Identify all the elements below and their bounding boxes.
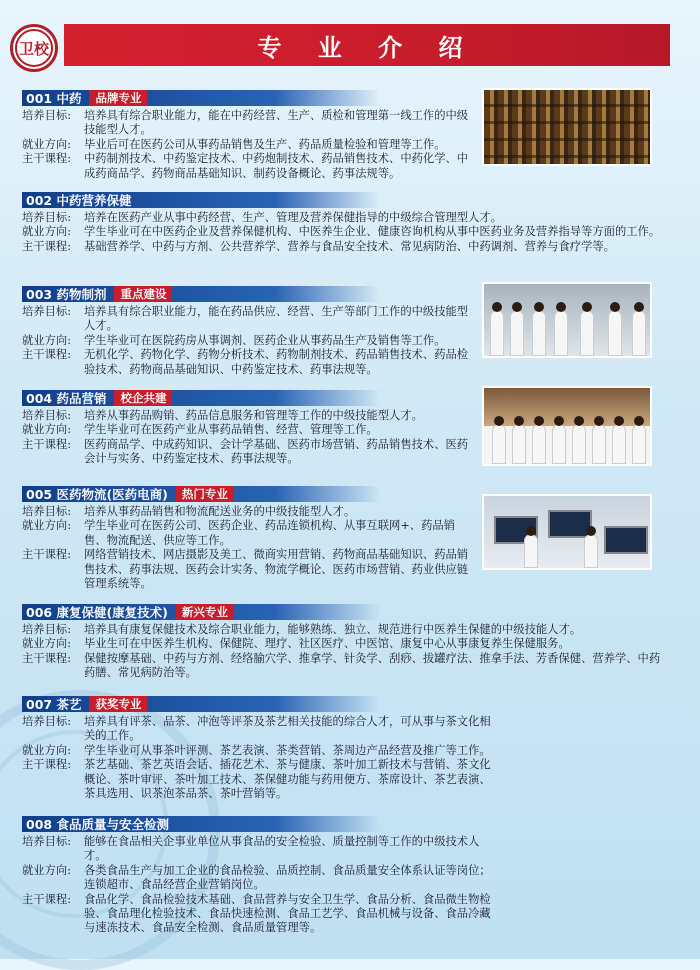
- row-career: 就业方向: 学生毕业可在医药公司、医药企业、药品连锁机构、从事互联网+、药品销售、物流配送、供应等工作。: [22, 519, 455, 547]
- lab-students-photo: [482, 282, 652, 358]
- computer-lab-photo: [482, 494, 652, 570]
- section-title: 002 中药营养保健: [26, 193, 132, 208]
- row-career: 就业方向: 学生毕业可在医院药房从事调剂、医药企业从事药品生产及销售等工作。: [22, 333, 446, 347]
- row-career: 就业方向: 毕业后可在医药公司从事药品销售及生产、药品质量检验和管理等工作。: [22, 137, 446, 151]
- section-title: 001 中药: [26, 91, 82, 106]
- row-goal: 培养目标: 培养具有综合职业能力，能在中药经营、生产、质检和管理第一线工作的中级技能型人才。: [22, 109, 469, 137]
- section-tag: 重点建设: [114, 286, 172, 302]
- section-title: 006 康复保健(康复技术): [26, 605, 168, 620]
- section-header: [22, 486, 482, 502]
- school-logo-icon: [10, 24, 58, 72]
- section-title: 003 药物制剂: [26, 287, 107, 302]
- row-goal: 培养目标: 培养在医药产业从事中药经营、生产、管理及营养保健指导的中级综合管理型人才。: [22, 211, 502, 224]
- page-title: 专 业 介 绍: [257, 33, 477, 62]
- row-goal: 培养目标: 培养具有综合职业能力，能在药品供应、经营、生产等部门工作的中级技能型人才。: [22, 305, 469, 333]
- section-header: [22, 390, 482, 406]
- row-career: 就业方向: 学生毕业可在医药产业从事药品销售、经营、管理等工作。: [22, 423, 378, 437]
- row-courses: 主干课程: 食品化学、食品检验技术基础、食品营养与安全卫生学、食品分析、食品微生物检验、食品理化检验技术、食品快速检测、食品工艺学、食品机械与设备、食品冷藏与速冻技术、食品安全检测、食品质量管理等。: [22, 892, 491, 935]
- section-header: [22, 604, 482, 620]
- pharmacy-staff-photo: [482, 386, 652, 466]
- section-title: 005 医药物流(医药电商): [26, 487, 168, 502]
- section-title: 008 食品质量与安全检测: [26, 817, 169, 832]
- row-career: 就业方向: 学生毕业可在中医药企业及营养保健机构、中医养生企业、健康咨询机构从事中医药业务及营养指导等方面的工作。: [22, 225, 661, 239]
- section-header: [22, 696, 482, 712]
- major-007: [22, 696, 687, 801]
- section-header: [22, 816, 482, 832]
- major-002: [22, 192, 687, 254]
- section-title: 007 茶艺: [26, 697, 82, 712]
- section-tag: 获奖专业: [89, 696, 147, 712]
- row-courses: 主干课程: 无机化学、药物化学、药物分析技术、药物制剂技术、药品销售技术、药品检验技术、药物商品基础知识、中药鉴定技术、药事法规等。: [22, 348, 469, 376]
- section-tag: 品牌专业: [89, 90, 147, 106]
- row-goal: 培养目标: 培养具有康复保健技术及综合职业能力，能够熟练、独立、规范进行中医养生保健的中级技能人才。: [22, 623, 582, 636]
- row-courses: 主干课程: 中药制剂技术、中药鉴定技术、中药炮制技术、药品销售技术、中药化学、中成药商品学、药物商品基础知识、制药设备概论、药事法规等。: [22, 152, 469, 180]
- row-career: 就业方向: 毕业生可在中医养生机构、保健院、理疗、社区医疗、中医馆、康复中心从事康复养生保健服务。: [22, 637, 570, 651]
- major-008: [22, 816, 687, 936]
- row-courses: 主干课程: 保健按摩基础、中药与方剂、经络腧穴学、推拿学、针灸学、刮痧、拔罐疗法、推拿手法、芳香保健、营养学、中药药膳、常见病防治等。: [22, 651, 661, 680]
- row-career: 就业方向: 各类食品生产与加工企业的食品检验、品质控制、食品质量安全体系认证等岗位；连锁超市、食品经营企业营销岗位。: [22, 863, 491, 892]
- logo-text: 卫校: [18, 39, 49, 58]
- row-courses: 主干课程: 医药商品学、中成药知识、会计学基础、医药市场营销、药品销售技术、医药会计与实务、中药鉴定技术、药事法规等。: [22, 437, 469, 466]
- header: [0, 0, 700, 80]
- section-header: [22, 192, 482, 208]
- section-tag: 新兴专业: [176, 604, 234, 620]
- row-courses: 主干课程: 网络营销技术、网店摄影及美工、微商实用营销、药物商品基础知识、药品销售技术、药事法规、医药会计实务、物流学概论、医药市场营销、药业供应链管理系统等。: [22, 548, 469, 591]
- section-header: [22, 286, 482, 302]
- row-courses: 主干课程: 茶艺基础、茶艺英语会话、插花艺术、茶与健康、茶叶加工新技术与营销、茶文化概论、茶叶审评、茶叶加工技术、茶保健功能与药用便方、茶席设计、茶艺表演、茶具选用、识茶泡茶品茶、茶叶营销等。: [22, 758, 491, 801]
- row-goal: 培养目标: 培养具有评茶、品茶、冲泡等评茶及茶艺相关技能的综合人才，可从事与茶文化相关的工作。: [22, 715, 491, 743]
- section-title: 004 药品营销: [26, 391, 107, 406]
- row-goal: 培养目标: 培养从事药品购销、药品信息服务和管理等工作的中级技能型人才。: [22, 409, 423, 422]
- row-goal: 培养目标: 能够在食品相关企事业单位从事食品的安全检验、质量控制等工作的中级技术人才。: [22, 835, 480, 863]
- major-006: [22, 604, 687, 681]
- row-goal: 培养目标: 培养从事药品销售和物流配送业务的中级技能型人才。: [22, 505, 356, 518]
- pharmacy-shelves-photo: [482, 88, 652, 166]
- row-career: 就业方向: 学生毕业可从事茶叶评测、茶艺表演、茶类营销、茶周边产品经营及推广等工作。: [22, 743, 491, 757]
- section-tag: 校企共建: [114, 390, 172, 406]
- title-banner: [64, 24, 670, 66]
- section-header: [22, 90, 482, 106]
- section-tag: 热门专业: [176, 486, 234, 502]
- row-courses: 主干课程: 基础营养学、中药与方剂、公共营养学、营养与食品安全技术、常见病防治、中药调剂、营养与食疗学等。: [22, 239, 615, 253]
